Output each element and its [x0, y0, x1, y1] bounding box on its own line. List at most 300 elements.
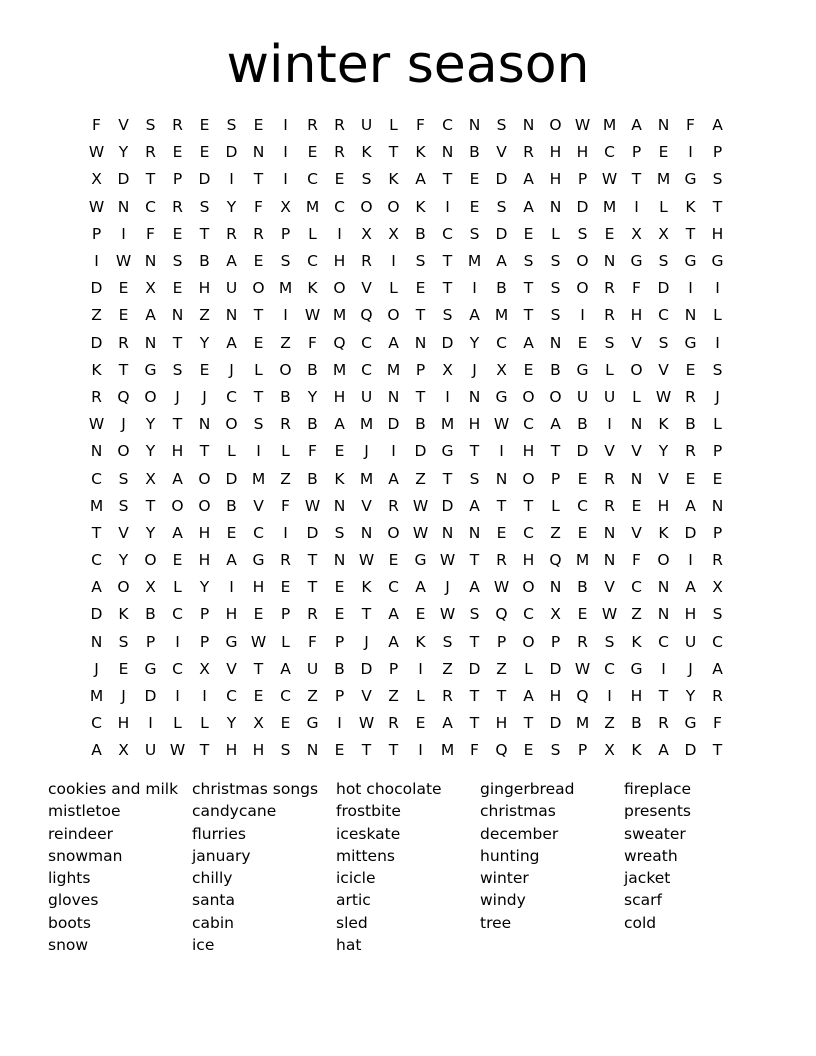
- grid-cell[interactable]: C: [307, 252, 318, 271]
- grid-cell[interactable]: D: [90, 279, 103, 298]
- grid-cell[interactable]: W: [574, 116, 591, 135]
- grid-cell[interactable]: X: [145, 279, 156, 298]
- grid-cell[interactable]: T: [415, 387, 426, 406]
- grid-cell[interactable]: T: [172, 415, 183, 434]
- grid-cell[interactable]: H: [576, 143, 589, 162]
- grid-cell[interactable]: T: [523, 714, 534, 733]
- grid-cell[interactable]: X: [631, 224, 642, 243]
- grid-cell[interactable]: E: [685, 360, 696, 379]
- grid-cell[interactable]: T: [253, 659, 264, 678]
- grid-cell[interactable]: J: [175, 387, 180, 406]
- grid-cell[interactable]: L: [389, 116, 398, 135]
- grid-cell[interactable]: B: [415, 224, 426, 243]
- grid-cell[interactable]: C: [577, 496, 588, 515]
- grid-cell[interactable]: Y: [118, 143, 129, 162]
- grid-cell[interactable]: S: [118, 632, 129, 651]
- grid-cell[interactable]: Y: [199, 578, 210, 597]
- grid-cell[interactable]: D: [657, 279, 670, 298]
- grid-cell[interactable]: I: [418, 659, 423, 678]
- grid-cell[interactable]: E: [415, 279, 426, 298]
- grid-cell[interactable]: C: [145, 197, 156, 216]
- grid-cell[interactable]: R: [226, 224, 237, 243]
- grid-cell[interactable]: S: [118, 496, 129, 515]
- grid-cell[interactable]: V: [658, 360, 669, 379]
- grid-cell[interactable]: O: [333, 279, 346, 298]
- grid-cell[interactable]: P: [712, 523, 723, 542]
- grid-cell[interactable]: F: [92, 116, 101, 135]
- grid-cell[interactable]: B: [145, 605, 156, 624]
- grid-cell[interactable]: P: [145, 632, 156, 651]
- grid-cell[interactable]: F: [713, 714, 722, 733]
- grid-cell[interactable]: W: [304, 306, 321, 325]
- grid-cell[interactable]: R: [604, 279, 615, 298]
- grid-cell[interactable]: C: [361, 333, 372, 352]
- grid-cell[interactable]: R: [388, 714, 399, 733]
- grid-cell[interactable]: W: [358, 551, 375, 570]
- grid-cell[interactable]: A: [550, 415, 561, 434]
- grid-cell[interactable]: T: [712, 741, 723, 760]
- grid-cell[interactable]: O: [522, 632, 535, 651]
- grid-cell[interactable]: E: [172, 224, 183, 243]
- grid-cell[interactable]: E: [415, 714, 426, 733]
- grid-cell[interactable]: F: [308, 632, 317, 651]
- grid-cell[interactable]: H: [630, 306, 643, 325]
- grid-cell[interactable]: O: [144, 551, 157, 570]
- grid-cell[interactable]: P: [577, 741, 588, 760]
- grid-cell[interactable]: D: [576, 197, 589, 216]
- grid-cell[interactable]: A: [415, 578, 426, 597]
- grid-cell[interactable]: S: [145, 116, 156, 135]
- grid-cell[interactable]: N: [468, 387, 481, 406]
- grid-cell[interactable]: O: [117, 578, 130, 597]
- grid-cell[interactable]: R: [172, 197, 183, 216]
- grid-cell[interactable]: D: [387, 415, 400, 434]
- grid-cell[interactable]: R: [604, 306, 615, 325]
- grid-cell[interactable]: Y: [658, 442, 669, 461]
- grid-cell[interactable]: I: [283, 116, 288, 135]
- grid-cell[interactable]: D: [360, 659, 373, 678]
- grid-cell[interactable]: X: [442, 360, 453, 379]
- grid-cell[interactable]: R: [712, 687, 723, 706]
- grid-cell[interactable]: Z: [604, 714, 615, 733]
- grid-cell[interactable]: S: [172, 252, 183, 271]
- grid-cell[interactable]: W: [169, 741, 186, 760]
- grid-cell[interactable]: Z: [307, 687, 318, 706]
- grid-cell[interactable]: I: [283, 523, 288, 542]
- grid-cell[interactable]: N: [171, 306, 184, 325]
- grid-cell[interactable]: R: [388, 496, 399, 515]
- grid-cell[interactable]: W: [304, 496, 321, 515]
- grid-cell[interactable]: A: [523, 687, 534, 706]
- grid-cell[interactable]: S: [577, 224, 588, 243]
- grid-cell[interactable]: D: [549, 659, 562, 678]
- grid-cell[interactable]: H: [549, 687, 562, 706]
- grid-cell[interactable]: B: [334, 659, 345, 678]
- grid-cell[interactable]: E: [118, 659, 129, 678]
- grid-cell[interactable]: B: [631, 714, 642, 733]
- grid-cell[interactable]: N: [657, 605, 670, 624]
- grid-cell[interactable]: I: [121, 224, 126, 243]
- grid-cell[interactable]: N: [144, 252, 157, 271]
- grid-cell[interactable]: E: [523, 741, 534, 760]
- grid-cell[interactable]: G: [252, 551, 265, 570]
- grid-cell[interactable]: T: [442, 252, 453, 271]
- grid-cell[interactable]: M: [575, 714, 590, 733]
- grid-cell[interactable]: M: [440, 415, 455, 434]
- grid-cell[interactable]: H: [117, 714, 130, 733]
- grid-cell[interactable]: T: [712, 197, 723, 216]
- grid-cell[interactable]: P: [280, 224, 291, 243]
- grid-cell[interactable]: W: [493, 578, 510, 597]
- grid-cell[interactable]: M: [305, 197, 320, 216]
- grid-cell[interactable]: T: [172, 333, 183, 352]
- grid-cell[interactable]: D: [117, 170, 130, 189]
- grid-cell[interactable]: N: [333, 551, 346, 570]
- grid-cell[interactable]: S: [172, 360, 183, 379]
- grid-cell[interactable]: G: [441, 442, 454, 461]
- grid-cell[interactable]: R: [334, 116, 345, 135]
- grid-cell[interactable]: U: [144, 741, 157, 760]
- grid-cell[interactable]: I: [499, 442, 504, 461]
- grid-cell[interactable]: S: [280, 741, 291, 760]
- grid-cell[interactable]: M: [278, 279, 293, 298]
- grid-cell[interactable]: E: [469, 170, 480, 189]
- grid-cell[interactable]: E: [334, 605, 345, 624]
- grid-cell[interactable]: H: [252, 741, 265, 760]
- grid-cell[interactable]: E: [199, 116, 210, 135]
- grid-cell[interactable]: Z: [199, 306, 210, 325]
- grid-cell[interactable]: A: [523, 333, 534, 352]
- grid-cell[interactable]: W: [655, 387, 672, 406]
- grid-cell[interactable]: N: [225, 306, 238, 325]
- grid-cell[interactable]: S: [469, 224, 480, 243]
- grid-cell[interactable]: V: [253, 496, 264, 515]
- grid-cell[interactable]: N: [468, 116, 481, 135]
- grid-cell[interactable]: N: [468, 523, 481, 542]
- grid-cell[interactable]: J: [94, 659, 99, 678]
- grid-cell[interactable]: I: [715, 333, 720, 352]
- grid-cell[interactable]: Y: [307, 387, 318, 406]
- grid-cell[interactable]: E: [523, 224, 534, 243]
- grid-cell[interactable]: Y: [145, 415, 156, 434]
- grid-cell[interactable]: X: [199, 659, 210, 678]
- grid-cell[interactable]: Y: [199, 333, 210, 352]
- grid-cell[interactable]: C: [172, 605, 183, 624]
- grid-cell[interactable]: M: [602, 197, 617, 216]
- grid-cell[interactable]: B: [550, 360, 561, 379]
- grid-cell[interactable]: L: [308, 224, 317, 243]
- grid-cell[interactable]: D: [441, 496, 454, 515]
- grid-cell[interactable]: U: [360, 387, 373, 406]
- grid-cell[interactable]: I: [283, 143, 288, 162]
- grid-cell[interactable]: O: [549, 116, 562, 135]
- grid-cell[interactable]: H: [657, 496, 670, 515]
- grid-cell[interactable]: J: [121, 415, 126, 434]
- grid-cell[interactable]: E: [226, 523, 237, 542]
- grid-cell[interactable]: E: [685, 469, 696, 488]
- grid-cell[interactable]: B: [469, 143, 480, 162]
- grid-cell[interactable]: G: [144, 360, 157, 379]
- grid-cell[interactable]: G: [684, 333, 697, 352]
- grid-cell[interactable]: A: [469, 578, 480, 597]
- grid-cell[interactable]: U: [603, 387, 616, 406]
- grid-cell[interactable]: V: [361, 279, 372, 298]
- grid-cell[interactable]: Q: [549, 551, 562, 570]
- grid-cell[interactable]: H: [252, 578, 265, 597]
- grid-cell[interactable]: S: [469, 469, 480, 488]
- grid-cell[interactable]: H: [333, 387, 346, 406]
- grid-cell[interactable]: K: [658, 415, 669, 434]
- grid-cell[interactable]: E: [469, 197, 480, 216]
- grid-cell[interactable]: G: [684, 170, 697, 189]
- grid-cell[interactable]: F: [470, 741, 479, 760]
- grid-cell[interactable]: C: [334, 197, 345, 216]
- grid-cell[interactable]: G: [576, 360, 589, 379]
- grid-cell[interactable]: E: [712, 469, 723, 488]
- grid-cell[interactable]: X: [361, 224, 372, 243]
- grid-cell[interactable]: S: [658, 252, 669, 271]
- grid-cell[interactable]: G: [711, 252, 724, 271]
- grid-cell[interactable]: D: [468, 659, 481, 678]
- grid-cell[interactable]: S: [550, 279, 561, 298]
- grid-cell[interactable]: X: [604, 741, 615, 760]
- grid-cell[interactable]: O: [279, 360, 292, 379]
- grid-cell[interactable]: S: [442, 632, 453, 651]
- grid-cell[interactable]: L: [416, 687, 425, 706]
- grid-cell[interactable]: A: [388, 333, 399, 352]
- grid-cell[interactable]: H: [225, 605, 238, 624]
- grid-cell[interactable]: E: [253, 116, 264, 135]
- grid-cell[interactable]: Y: [145, 523, 156, 542]
- grid-cell[interactable]: O: [576, 279, 589, 298]
- grid-cell[interactable]: A: [631, 116, 642, 135]
- grid-cell[interactable]: G: [684, 714, 697, 733]
- grid-cell[interactable]: A: [685, 578, 696, 597]
- grid-cell[interactable]: E: [172, 143, 183, 162]
- grid-cell[interactable]: B: [226, 496, 237, 515]
- grid-cell[interactable]: T: [388, 143, 399, 162]
- grid-cell[interactable]: E: [280, 578, 291, 597]
- grid-cell[interactable]: I: [715, 279, 720, 298]
- grid-cell[interactable]: K: [685, 197, 696, 216]
- grid-cell[interactable]: D: [144, 687, 157, 706]
- grid-cell[interactable]: L: [281, 442, 290, 461]
- grid-cell[interactable]: C: [442, 224, 453, 243]
- grid-cell[interactable]: B: [577, 578, 588, 597]
- grid-cell[interactable]: I: [148, 714, 153, 733]
- grid-cell[interactable]: D: [549, 714, 562, 733]
- grid-cell[interactable]: L: [659, 197, 668, 216]
- grid-cell[interactable]: K: [361, 578, 372, 597]
- grid-cell[interactable]: S: [658, 333, 669, 352]
- grid-cell[interactable]: B: [307, 469, 318, 488]
- grid-cell[interactable]: S: [226, 116, 237, 135]
- grid-cell[interactable]: Y: [226, 714, 237, 733]
- grid-cell[interactable]: A: [415, 170, 426, 189]
- grid-cell[interactable]: O: [252, 279, 265, 298]
- grid-cell[interactable]: C: [658, 306, 669, 325]
- grid-cell[interactable]: M: [467, 252, 482, 271]
- grid-cell[interactable]: L: [227, 442, 236, 461]
- grid-cell[interactable]: M: [440, 741, 455, 760]
- grid-cell[interactable]: H: [333, 252, 346, 271]
- grid-cell[interactable]: R: [253, 224, 264, 243]
- grid-cell[interactable]: W: [88, 415, 105, 434]
- grid-cell[interactable]: R: [145, 143, 156, 162]
- grid-cell[interactable]: T: [469, 687, 480, 706]
- grid-cell[interactable]: O: [387, 523, 400, 542]
- grid-cell[interactable]: T: [388, 741, 399, 760]
- grid-cell[interactable]: R: [577, 632, 588, 651]
- grid-cell[interactable]: E: [631, 496, 642, 515]
- grid-cell[interactable]: C: [91, 714, 102, 733]
- grid-cell[interactable]: W: [88, 143, 105, 162]
- grid-cell[interactable]: W: [88, 197, 105, 216]
- grid-cell[interactable]: O: [657, 551, 670, 570]
- grid-cell[interactable]: A: [469, 306, 480, 325]
- grid-cell[interactable]: T: [469, 632, 480, 651]
- grid-cell[interactable]: Z: [280, 333, 291, 352]
- grid-cell[interactable]: C: [604, 659, 615, 678]
- grid-cell[interactable]: L: [632, 387, 641, 406]
- grid-cell[interactable]: G: [225, 632, 238, 651]
- grid-cell[interactable]: D: [414, 442, 427, 461]
- grid-cell[interactable]: T: [118, 360, 129, 379]
- grid-cell[interactable]: A: [469, 496, 480, 515]
- grid-cell[interactable]: J: [121, 687, 126, 706]
- grid-cell[interactable]: L: [173, 578, 182, 597]
- grid-cell[interactable]: U: [306, 659, 319, 678]
- grid-cell[interactable]: I: [283, 170, 288, 189]
- grid-cell[interactable]: L: [524, 659, 533, 678]
- grid-cell[interactable]: I: [688, 143, 693, 162]
- grid-cell[interactable]: V: [658, 469, 669, 488]
- grid-cell[interactable]: H: [198, 279, 211, 298]
- grid-cell[interactable]: D: [225, 469, 238, 488]
- grid-cell[interactable]: N: [657, 578, 670, 597]
- grid-cell[interactable]: I: [580, 306, 585, 325]
- grid-cell[interactable]: Q: [495, 605, 508, 624]
- grid-cell[interactable]: F: [281, 496, 290, 515]
- grid-cell[interactable]: D: [684, 741, 697, 760]
- grid-cell[interactable]: I: [418, 741, 423, 760]
- grid-cell[interactable]: A: [388, 632, 399, 651]
- grid-cell[interactable]: N: [603, 551, 616, 570]
- grid-cell[interactable]: R: [604, 496, 615, 515]
- grid-cell[interactable]: A: [712, 116, 723, 135]
- grid-cell[interactable]: S: [550, 741, 561, 760]
- grid-cell[interactable]: A: [226, 551, 237, 570]
- grid-cell[interactable]: S: [604, 632, 615, 651]
- grid-cell[interactable]: K: [118, 605, 129, 624]
- grid-cell[interactable]: I: [391, 252, 396, 271]
- grid-cell[interactable]: O: [522, 387, 535, 406]
- grid-cell[interactable]: I: [283, 306, 288, 325]
- grid-cell[interactable]: N: [549, 333, 562, 352]
- grid-cell[interactable]: V: [631, 333, 642, 352]
- grid-cell[interactable]: O: [171, 496, 184, 515]
- grid-cell[interactable]: R: [280, 415, 291, 434]
- grid-cell[interactable]: E: [523, 360, 534, 379]
- grid-cell[interactable]: W: [115, 252, 132, 271]
- grid-cell[interactable]: W: [439, 551, 456, 570]
- grid-cell[interactable]: T: [469, 442, 480, 461]
- grid-cell[interactable]: L: [713, 306, 722, 325]
- grid-cell[interactable]: A: [658, 741, 669, 760]
- grid-cell[interactable]: T: [442, 279, 453, 298]
- grid-cell[interactable]: Y: [469, 333, 480, 352]
- grid-cell[interactable]: G: [684, 252, 697, 271]
- grid-cell[interactable]: H: [522, 442, 535, 461]
- grid-cell[interactable]: E: [577, 469, 588, 488]
- grid-cell[interactable]: K: [307, 279, 318, 298]
- grid-cell[interactable]: K: [631, 741, 642, 760]
- grid-cell[interactable]: X: [145, 469, 156, 488]
- grid-cell[interactable]: A: [226, 333, 237, 352]
- grid-cell[interactable]: O: [630, 360, 643, 379]
- grid-cell[interactable]: Y: [118, 551, 129, 570]
- grid-cell[interactable]: V: [361, 687, 372, 706]
- grid-cell[interactable]: C: [253, 523, 264, 542]
- grid-cell[interactable]: T: [658, 687, 669, 706]
- grid-cell[interactable]: A: [442, 714, 453, 733]
- grid-cell[interactable]: S: [604, 333, 615, 352]
- grid-cell[interactable]: P: [415, 360, 426, 379]
- grid-cell[interactable]: S: [415, 252, 426, 271]
- grid-cell[interactable]: L: [713, 415, 722, 434]
- grid-cell[interactable]: P: [199, 632, 210, 651]
- grid-cell[interactable]: P: [550, 469, 561, 488]
- grid-cell[interactable]: I: [661, 659, 666, 678]
- grid-cell[interactable]: I: [229, 578, 234, 597]
- grid-cell[interactable]: A: [496, 252, 507, 271]
- grid-cell[interactable]: X: [658, 224, 669, 243]
- grid-cell[interactable]: T: [91, 523, 102, 542]
- grid-cell[interactable]: D: [198, 170, 211, 189]
- grid-cell[interactable]: L: [254, 360, 263, 379]
- grid-cell[interactable]: V: [118, 523, 129, 542]
- grid-cell[interactable]: C: [172, 659, 183, 678]
- grid-cell[interactable]: T: [469, 714, 480, 733]
- grid-cell[interactable]: V: [118, 116, 129, 135]
- grid-cell[interactable]: K: [334, 469, 345, 488]
- grid-cell[interactable]: A: [91, 741, 102, 760]
- grid-cell[interactable]: E: [253, 333, 264, 352]
- grid-cell[interactable]: G: [306, 714, 319, 733]
- grid-cell[interactable]: X: [388, 224, 399, 243]
- grid-cell[interactable]: E: [307, 143, 318, 162]
- grid-cell[interactable]: T: [199, 224, 210, 243]
- grid-cell[interactable]: A: [388, 605, 399, 624]
- grid-cell[interactable]: N: [90, 632, 103, 651]
- grid-cell[interactable]: S: [523, 252, 534, 271]
- grid-cell[interactable]: S: [496, 116, 507, 135]
- grid-cell[interactable]: T: [523, 279, 534, 298]
- grid-cell[interactable]: A: [280, 659, 291, 678]
- grid-cell[interactable]: H: [495, 714, 508, 733]
- grid-cell[interactable]: P: [631, 143, 642, 162]
- grid-cell[interactable]: Y: [145, 442, 156, 461]
- grid-cell[interactable]: D: [576, 442, 589, 461]
- grid-cell[interactable]: M: [89, 687, 104, 706]
- grid-cell[interactable]: A: [172, 523, 183, 542]
- grid-cell[interactable]: X: [253, 714, 264, 733]
- grid-cell[interactable]: P: [496, 632, 507, 651]
- grid-cell[interactable]: N: [603, 252, 616, 271]
- grid-cell[interactable]: L: [551, 496, 560, 515]
- grid-cell[interactable]: C: [523, 605, 534, 624]
- grid-cell[interactable]: J: [688, 659, 693, 678]
